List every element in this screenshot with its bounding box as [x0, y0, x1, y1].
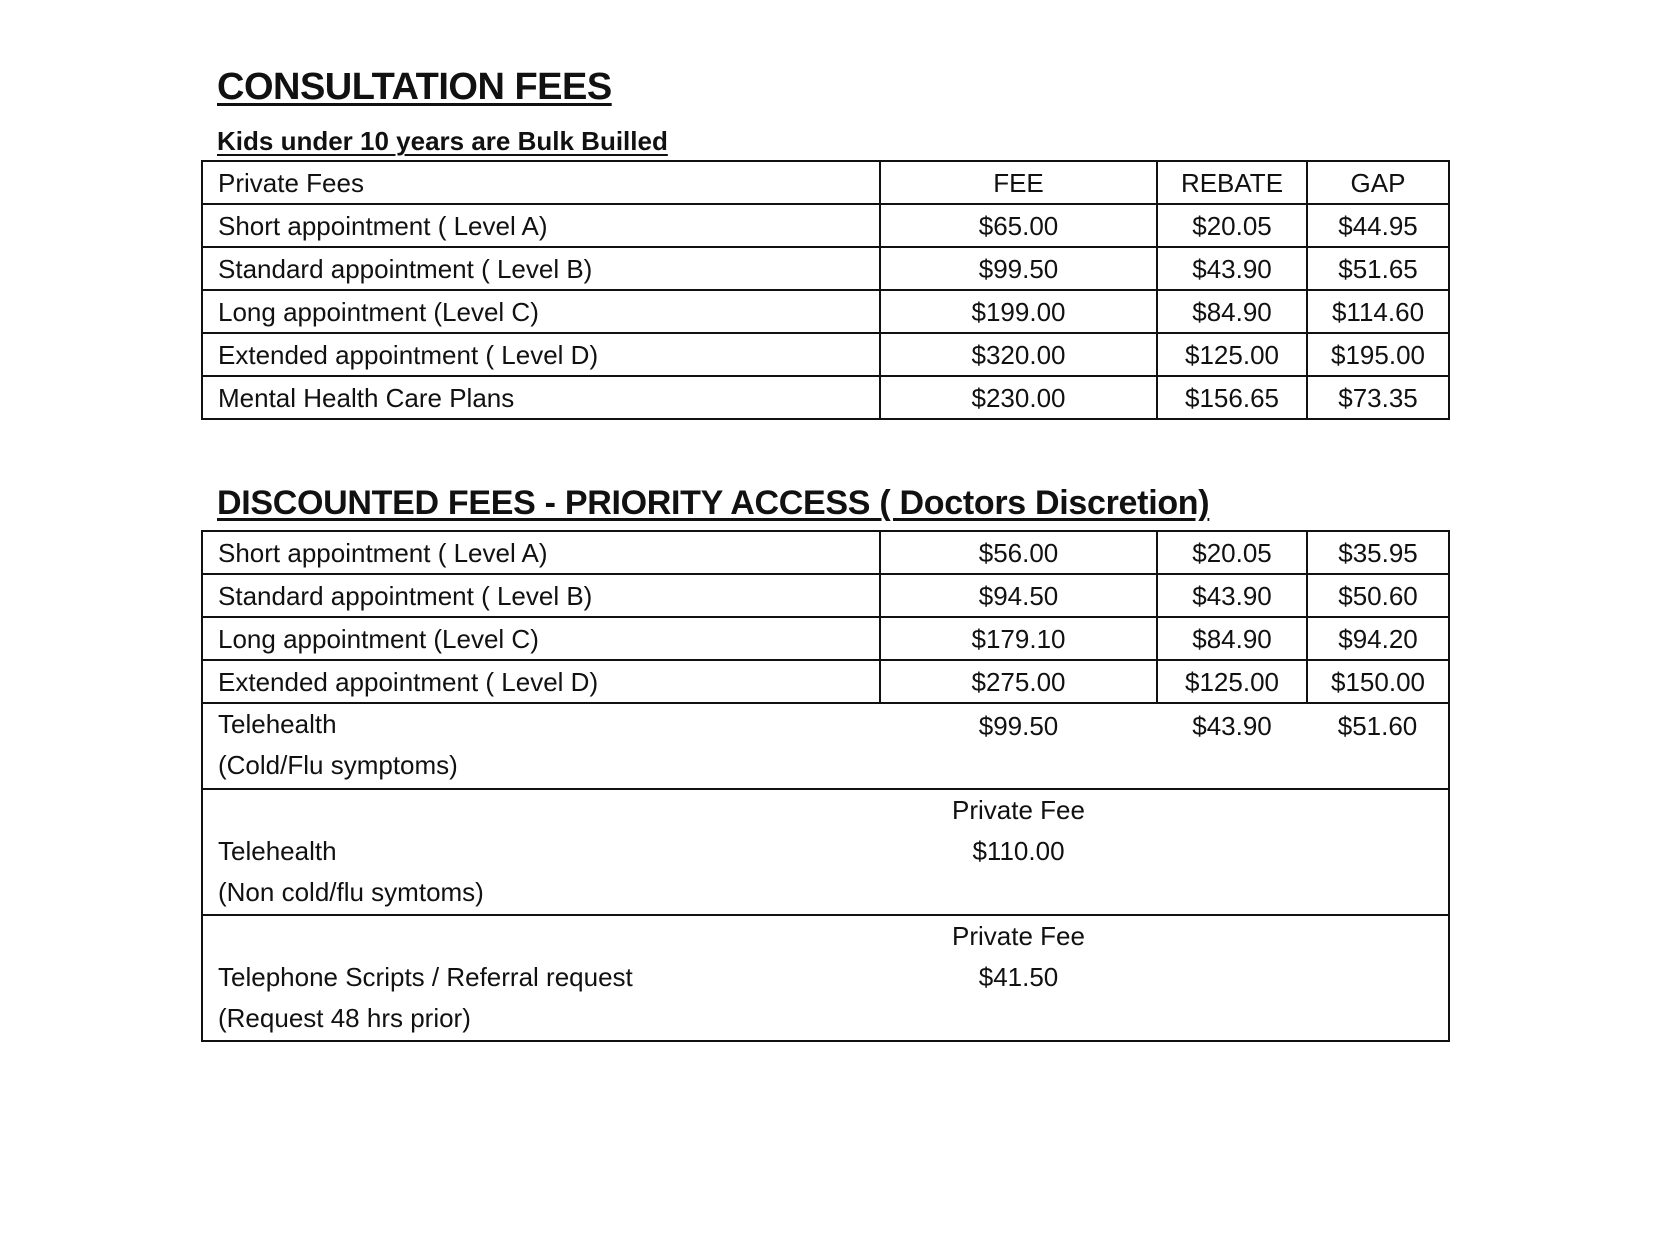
row-rebate: $43.90	[1157, 574, 1307, 617]
header-fee: FEE	[880, 161, 1157, 204]
row-rebate: $125.00	[1157, 333, 1307, 376]
telehealth-cold-note: (Cold/Flu symptoms)	[218, 750, 458, 780]
row-rebate: $125.00	[1157, 660, 1307, 703]
table-row	[202, 660, 1449, 703]
row-rebate: $43.90	[1157, 247, 1307, 290]
telephone-scripts-fee: $41.50	[978, 962, 1059, 992]
telehealth-noncold-fee-cell	[880, 789, 1157, 915]
row-label: Short appointment ( Level A)	[202, 531, 880, 574]
row-fee: $179.10	[880, 617, 1157, 660]
row-fee: $199.00	[880, 290, 1157, 333]
telehealth-cold-label: Telehealth	[218, 709, 337, 739]
telephone-scripts-fee-cell	[880, 915, 1157, 1041]
row-fee: $99.50	[880, 247, 1157, 290]
row-label: Mental Health Care Plans	[202, 376, 880, 419]
row-label: Long appointment (Level C)	[202, 290, 880, 333]
table-row	[202, 617, 1449, 660]
telephone-scripts-label: Telephone Scripts / Referral request	[218, 962, 633, 992]
telephone-scripts-row	[202, 915, 1449, 1041]
telehealth-cold-gap: $51.60	[1307, 703, 1449, 789]
row-gap: $94.20	[1307, 617, 1449, 660]
row-gap: $35.95	[1307, 531, 1449, 574]
row-gap: $44.95	[1307, 204, 1449, 247]
row-gap: $150.00	[1307, 660, 1449, 703]
row-gap: $50.60	[1307, 574, 1449, 617]
header-private-fees: Private Fees	[202, 161, 880, 204]
table-row	[202, 290, 1449, 333]
discounted-fees-table	[201, 530, 1450, 1042]
bulk-billing-note: Kids under 10 years are Bulk Builled	[217, 126, 668, 156]
row-fee: $320.00	[880, 333, 1157, 376]
telehealth-cold-fee: $99.50	[880, 703, 1157, 789]
telehealth-noncold-label: Telehealth	[218, 836, 337, 866]
row-rebate: $84.90	[1157, 617, 1307, 660]
row-rebate: $20.05	[1157, 204, 1307, 247]
table-row	[202, 333, 1449, 376]
table-row	[202, 574, 1449, 617]
private-fee-label: Private Fee	[952, 921, 1085, 951]
telehealth-noncold-note: (Non cold/flu symtoms)	[218, 877, 484, 907]
private-fee-label: Private Fee	[952, 795, 1085, 825]
table-row	[202, 376, 1449, 419]
row-gap: $73.35	[1307, 376, 1449, 419]
table-row	[202, 247, 1449, 290]
telehealth-cold-rebate: $43.90	[1157, 703, 1307, 789]
telehealth-non-cold-row	[202, 789, 1449, 915]
table-header-row	[202, 161, 1449, 204]
row-fee: $56.00	[880, 531, 1157, 574]
row-label: Long appointment (Level C)	[202, 617, 880, 660]
header-rebate: REBATE	[1157, 161, 1307, 204]
discounted-fees-title: DISCOUNTED FEES - PRIORITY ACCESS ( Doctors Discretion)	[217, 484, 1210, 522]
row-gap: $195.00	[1307, 333, 1449, 376]
header-gap: GAP	[1307, 161, 1449, 204]
telehealth-cold-label-cell	[202, 703, 880, 789]
table-row	[202, 204, 1449, 247]
row-fee: $65.00	[880, 204, 1157, 247]
telephone-scripts-label-cell	[202, 915, 880, 1041]
row-rebate: $156.65	[1157, 376, 1307, 419]
row-fee: $94.50	[880, 574, 1157, 617]
consultation-fees-table	[201, 160, 1450, 420]
empty-cell	[1307, 915, 1449, 1041]
row-label: Standard appointment ( Level B)	[202, 247, 880, 290]
row-gap: $51.65	[1307, 247, 1449, 290]
row-fee: $275.00	[880, 660, 1157, 703]
row-rebate: $84.90	[1157, 290, 1307, 333]
telehealth-noncold-label-cell	[202, 789, 880, 915]
empty-cell	[1157, 789, 1307, 915]
row-label: Extended appointment ( Level D)	[202, 660, 880, 703]
telephone-scripts-note: (Request 48 hrs prior)	[218, 1003, 471, 1033]
table-row	[202, 531, 1449, 574]
consultation-fees-title: CONSULTATION FEES	[217, 66, 612, 108]
empty-cell	[1307, 789, 1449, 915]
telehealth-cold-flu-row	[202, 703, 1449, 789]
row-label: Short appointment ( Level A)	[202, 204, 880, 247]
row-label: Extended appointment ( Level D)	[202, 333, 880, 376]
row-rebate: $20.05	[1157, 531, 1307, 574]
row-label: Standard appointment ( Level B)	[202, 574, 880, 617]
telehealth-noncold-fee: $110.00	[972, 836, 1065, 866]
row-fee: $230.00	[880, 376, 1157, 419]
row-gap: $114.60	[1307, 290, 1449, 333]
empty-cell	[1157, 915, 1307, 1041]
